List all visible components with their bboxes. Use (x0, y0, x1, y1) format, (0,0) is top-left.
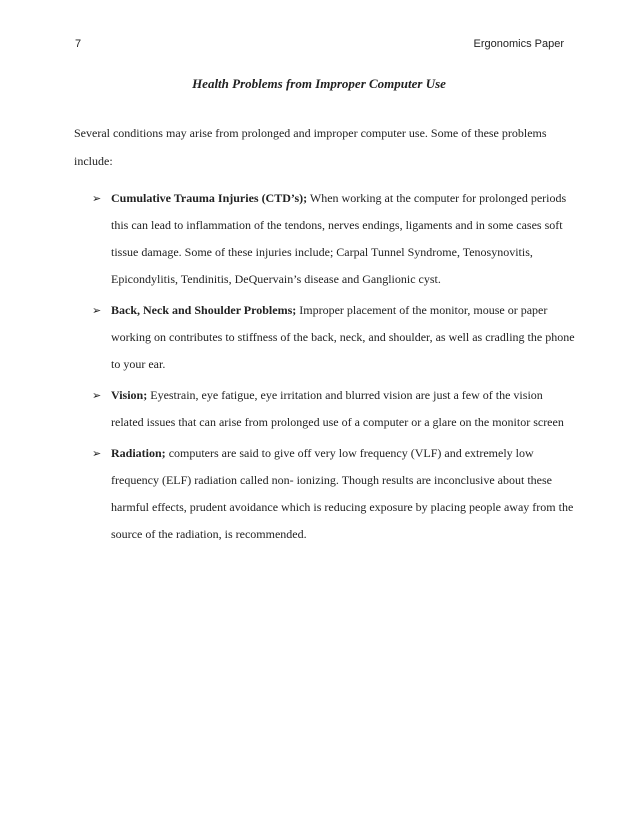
item-term: Radiation; (111, 446, 166, 460)
list-item-ctd (92, 185, 578, 293)
item-term: Cumulative Trauma Injuries (CTD’s); (111, 191, 308, 205)
item-term: Vision; (111, 388, 148, 402)
item-term: Back, Neck and Shoulder Problems; (111, 303, 297, 317)
list-item-radiation (92, 440, 578, 548)
intro-paragraph: Several conditions may arise from prolonged and improper computer use. Some of these problems include: (74, 126, 547, 168)
item-text: computers are said to give off very low frequency (VLF) and extremely low frequency (ELF) radiation called non- ionizing. Though results are inconclusive about these harmful effects, prudent avoidance which is reducing exposure by placing people away from the source of the radiation, is recommended. (111, 446, 574, 541)
problem-list (92, 185, 578, 552)
arrow-bullet-icon: ➢ (92, 192, 102, 205)
list-item-vision (92, 382, 578, 436)
item-text: When working at the computer for prolonged periods this can lead to inflammation of the tendons, nerves endings, ligaments and in some cases soft tissue damage. Some of these injuries include; Carpal Tunnel Syndrome, Tenosynovitis, Epicondylitis, Tendinitis, DeQuervain’s disease and Ganglionic cyst. (111, 191, 567, 286)
arrow-bullet-icon: ➢ (92, 304, 102, 317)
arrow-bullet-icon: ➢ (92, 389, 102, 402)
item-text: Eyestrain, eye fatigue, eye irritation and blurred vision are just a few of the vision related issues that can arise from prolonged use of a computer or a glare on the monitor screen (111, 388, 564, 429)
page-number: 7 (75, 38, 82, 50)
running-head: Ergonomics Paper (473, 38, 564, 50)
item-text: Improper placement of the monitor, mouse or paper working on contributes to stiffness of the back, neck, and shoulder, as well as cradling the phone to your ear. (111, 303, 575, 371)
section-title: Health Problems from Improper Computer Use (192, 76, 446, 91)
arrow-bullet-icon: ➢ (92, 447, 102, 460)
list-item-back-neck-shoulder (92, 297, 578, 378)
